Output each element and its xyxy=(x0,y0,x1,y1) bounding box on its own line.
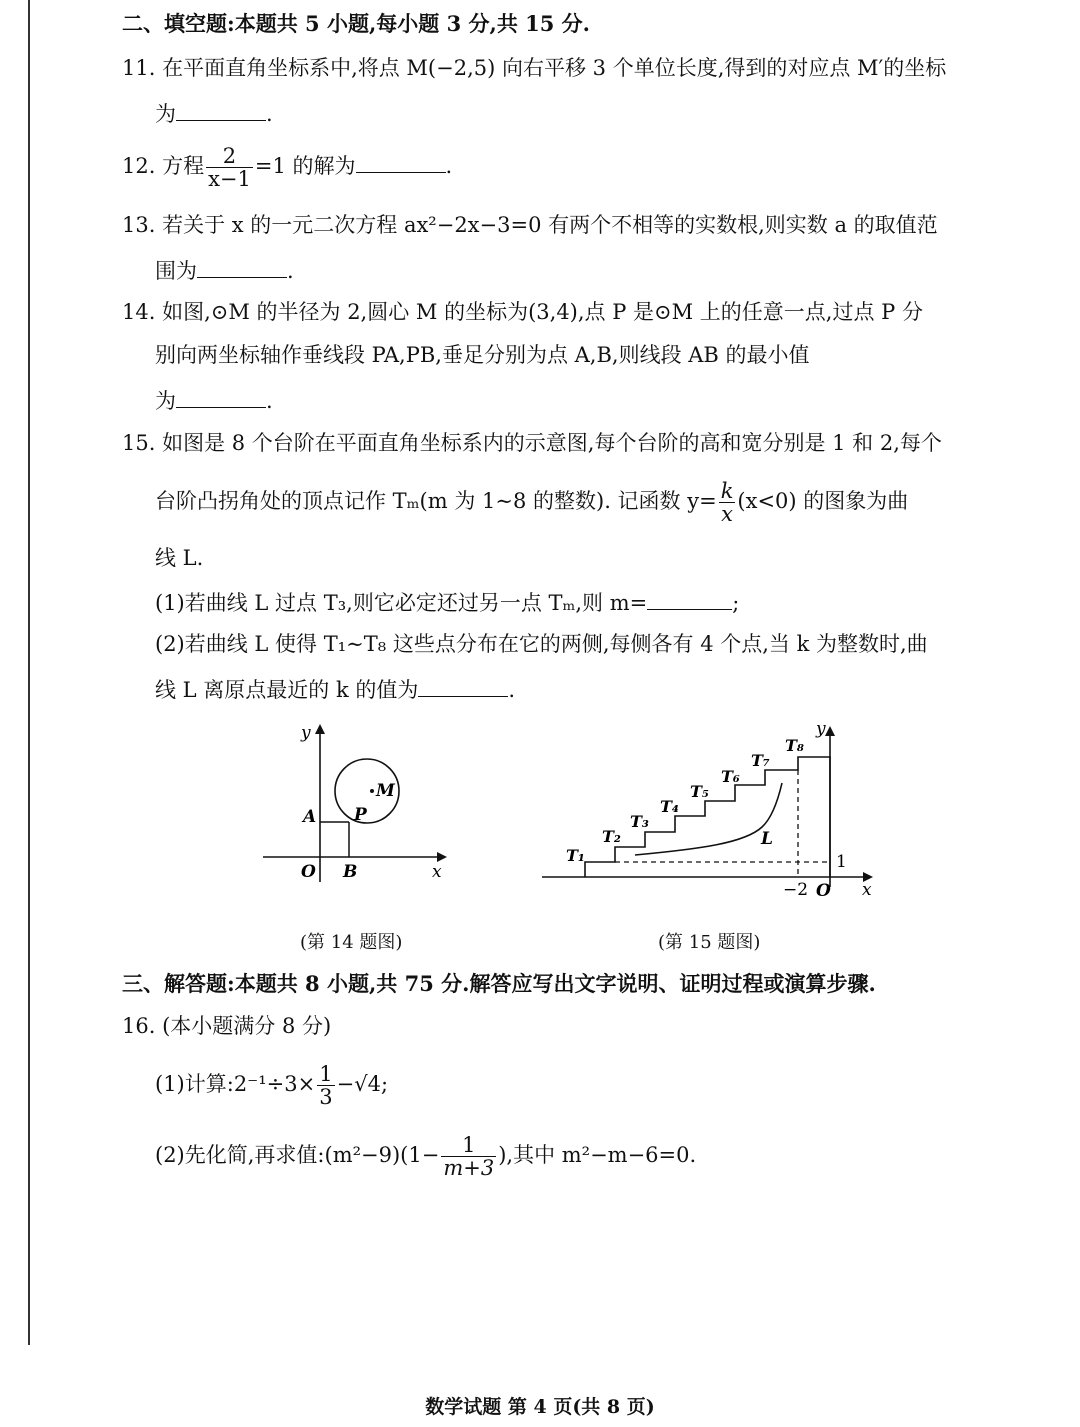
q11-line2 xyxy=(155,102,273,125)
q12-answer-blank[interactable] xyxy=(356,154,446,173)
fig14-caption: (第 14 题图) xyxy=(300,932,403,953)
fig15-step-label: T₂ xyxy=(602,827,621,846)
q16-part1-suffix: −√4; xyxy=(336,1072,389,1097)
q15-part1-text: (1)若曲线 L 过点 T₃,则它必定还过另一点 Tₘ,则 m= xyxy=(155,591,648,615)
fig15-label-one: 1 xyxy=(836,852,847,872)
q11-line1: 11. 在平面直角坐标系中,将点 M(−2,5) 向右平移 3 个单位长度,得到的对应点 M′的坐标 xyxy=(122,56,947,80)
fig15-label-y: y xyxy=(816,719,826,739)
q15-part1 xyxy=(155,591,739,614)
q15-line2 xyxy=(155,480,908,525)
fig15-staircase xyxy=(585,757,830,877)
fig14-label-p: P xyxy=(354,805,367,825)
q16-p1-frac-num: 1 xyxy=(319,1062,333,1086)
fig14-label-x: x xyxy=(432,862,442,882)
fig14-label-b: B xyxy=(343,862,358,882)
fig15-step-label: T₅ xyxy=(690,782,709,801)
q13-line1: 13. 若关于 x 的一元二次方程 ax²−2x−3=0 有两个不相等的实数根,则实数 a 的取值范 xyxy=(122,213,938,237)
fig15-step-label: T₇ xyxy=(751,751,770,770)
q14-line1: 14. 如图,⊙M 的半径为 2,圆心 M 的坐标为(3,4),点 P 是⊙M 上的任意一点,过点 P 分 xyxy=(122,300,923,324)
q15-part2-line2 xyxy=(155,678,515,701)
fig15-step-label: T₈ xyxy=(785,736,804,755)
q14-end: . xyxy=(266,389,273,413)
q13-end: . xyxy=(287,259,294,283)
q13-line2-text: 围为 xyxy=(155,259,197,283)
section-2-header: 二、填空题:本题共 5 小题,每小题 3 分,共 15 分. xyxy=(122,11,590,36)
q14-line2: 别向两坐标轴作垂线段 PA,PB,垂足分别为点 A,B,则线段 AB 的最小值 xyxy=(155,343,810,367)
q16-part2-fraction xyxy=(441,1134,496,1179)
fig14-label-a: A xyxy=(303,807,317,827)
q11-line2-text: 为 xyxy=(155,102,176,126)
q12-end: . xyxy=(445,154,453,179)
q15-part2-line1: (2)若曲线 L 使得 T₁∼T₈ 这些点分布在它的两侧,每侧各有 4 个点,当 k 为整数时,曲 xyxy=(155,632,928,656)
fig15-label-o: O xyxy=(816,881,831,900)
fig15-label-x: x xyxy=(862,880,872,900)
section-3-header: 三、解答题:本题共 8 小题,共 75 分.解答应写出文字说明、证明过程或演算步骤. xyxy=(122,971,876,996)
q16-header: 16. (本小题满分 8 分) xyxy=(122,1014,332,1038)
q15-part2-line2-text: 线 L 离原点最近的 k 的值为 xyxy=(155,678,419,702)
fig14-label-m: M xyxy=(376,781,395,801)
q15-frac-den: x xyxy=(721,502,733,527)
q14-answer-blank[interactable] xyxy=(176,389,266,408)
fig15-y-arrow xyxy=(825,726,835,736)
q15-frac-num: k xyxy=(720,479,734,503)
fig15-step-label: T₄ xyxy=(660,797,679,816)
q16-p2-frac-den: m+3 xyxy=(443,1156,495,1181)
fig14-y-arrow xyxy=(315,724,325,734)
q15-line2-prefix: 台阶凸拐角处的顶点记作 Tₘ(m 为 1∼8 的整数). 记函数 y= xyxy=(155,489,717,514)
q15-part2-end: . xyxy=(508,678,516,702)
q13-line2 xyxy=(155,259,294,282)
q14-line3-text: 为 xyxy=(155,389,176,413)
q12-prefix: 12. 方程 xyxy=(122,154,205,179)
q16-part2-prefix: (2)先化简,再求值:(m²−9)(1− xyxy=(155,1143,440,1168)
q15-part1-answer-blank[interactable] xyxy=(647,591,732,610)
fig15-label-l: L xyxy=(761,829,773,849)
q16-part1-fraction xyxy=(317,1063,334,1108)
fig15-step-label: T₆ xyxy=(721,767,740,786)
q16-part2-suffix: ),其中 m²−m−6=0. xyxy=(498,1143,697,1168)
q15-fraction xyxy=(719,480,736,525)
q14-line3 xyxy=(155,389,273,412)
q16-p1-frac-den: 3 xyxy=(319,1085,333,1110)
page-footer: 数学试题 第 4 页(共 8 页) xyxy=(425,1396,655,1418)
q15-line2-suffix: (x<0) 的图象为曲 xyxy=(737,489,909,514)
fig14-point-m xyxy=(370,789,374,793)
fig15-step-label: T₁ xyxy=(566,846,585,865)
q12-line xyxy=(122,145,452,190)
fig14-label-y: y xyxy=(301,723,311,743)
q11-end: . xyxy=(266,102,273,126)
figure-15 xyxy=(540,715,890,900)
q12-fraction xyxy=(206,145,253,190)
q16-part2 xyxy=(155,1134,696,1179)
fig14-label-o: O xyxy=(301,862,316,882)
q12-frac-den: x−1 xyxy=(208,167,251,192)
q12-suffix: =1 的解为 xyxy=(254,154,356,179)
q15-line1: 15. 如图是 8 个台阶在平面直角坐标系内的示意图,每个台阶的高和宽分别是 1 和 2,每个 xyxy=(122,431,942,455)
q15-line3: 线 L. xyxy=(155,546,204,570)
fig15-caption: (第 15 题图) xyxy=(658,932,761,953)
q15-part1-end: ; xyxy=(732,591,740,615)
q16-p2-frac-num: 1 xyxy=(441,1134,496,1157)
page-margin-line xyxy=(28,0,30,1345)
fig14-x-arrow xyxy=(437,852,447,862)
q15-part2-answer-blank[interactable] xyxy=(418,678,508,697)
fig15-label-neg2: −2 xyxy=(783,880,809,900)
q16-part1 xyxy=(155,1063,388,1108)
q16-part1-prefix: (1)计算:2⁻¹÷3× xyxy=(155,1072,316,1097)
q13-answer-blank[interactable] xyxy=(197,259,287,278)
q12-frac-num: 2 xyxy=(206,145,253,168)
fig15-step-label: T₃ xyxy=(630,812,649,831)
q11-answer-blank[interactable] xyxy=(176,102,266,121)
figure-14 xyxy=(255,710,455,890)
